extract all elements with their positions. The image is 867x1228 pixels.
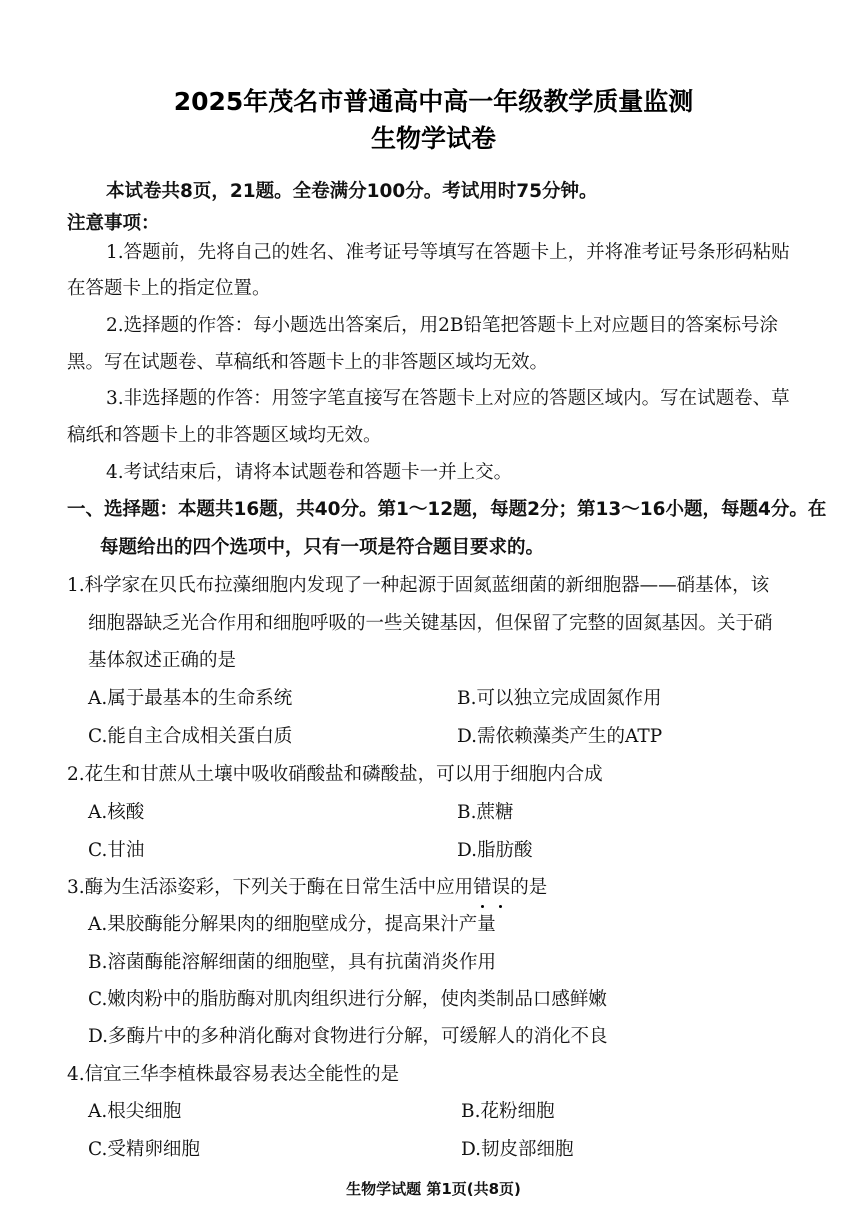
question-3-option-b: B.溶菌酶能溶解细菌的细胞壁，具有抗菌消炎作用	[88, 952, 496, 973]
notice-item-1-line-1: 1.答题前，先将自己的姓名、准考证号等填写在答题卡上，并将准考证号条形码粘贴	[106, 242, 790, 263]
notice-item-3-line-2: 稿纸和答题卡上的非答题区域均无效。	[67, 425, 382, 446]
notice-heading: 注意事项：	[67, 213, 160, 234]
notice-item-2-line-1: 2.选择题的作答：每小题选出答案后，用2B铅笔把答题卡上对应题目的答案标号涂	[106, 315, 779, 336]
notice-item-2-line-2: 黑。写在试题卷、草稿纸和答题卡上的非答题区域均无效。	[67, 352, 549, 373]
question-3-stem-end: 的是	[510, 877, 548, 898]
question-1-line-3: 基体叙述正确的是	[88, 650, 237, 671]
question-1-option-d: D.需依赖藻类产生的ATP	[457, 726, 663, 747]
section-1-line-2: 每题给出的四个选项中，只有一项是符合题目要求的。	[100, 537, 545, 558]
question-3-stem-text: 3.酶为生活添姿彩，下列关于酶在日常生活中应用	[67, 877, 474, 898]
question-4-stem: 4.信宜三华李植株最容易表达全能性的是	[67, 1064, 400, 1085]
question-2-option-c: C.甘油	[88, 840, 145, 861]
question-2-stem: 2.花生和甘蔗从土壤中吸收硝酸盐和磷酸盐，可以用于细胞内合成	[67, 764, 603, 785]
question-3-stem	[67, 875, 547, 901]
page-footer: 生物学试题 第1页(共8页)	[346, 1180, 521, 1198]
question-4-option-a: A.根尖细胞	[88, 1101, 182, 1122]
question-2-option-a: A.核酸	[88, 802, 145, 823]
question-3-option-a: A.果胶酶能分解果肉的细胞壁成分，提高果汁产量	[88, 914, 496, 935]
question-1-option-a: A.属于最基本的生命系统	[88, 688, 293, 709]
exam-intro: 本试卷共8页，21题。全卷满分100分。考试用时75分钟。	[106, 181, 598, 202]
question-4-option-b: B.花粉细胞	[461, 1101, 555, 1122]
question-3-option-c: C.嫩肉粉中的脂肪酶对肌肉组织进行分解，使肉类制品口感鲜嫩	[88, 989, 607, 1010]
section-1-line-1: 一、选择题：本题共16题，共40分。第1～12题，每题2分；第13～16小题，每题4分。在	[67, 499, 827, 520]
question-1-option-c: C.能自主合成相关蛋白质	[88, 726, 293, 747]
question-4-option-d: D.韧皮部细胞	[461, 1139, 574, 1160]
question-1-line-2: 细胞器缺乏光合作用和细胞呼吸的一些关键基因，但保留了完整的固氮基因。关于硝	[88, 613, 773, 634]
question-3-emphasis-1: 错	[473, 875, 492, 901]
question-1-option-b: B.可以独立完成固氮作用	[457, 688, 662, 709]
question-1-line-1: 1.科学家在贝氏布拉藻细胞内发现了一种起源于固氮蓝细菌的新细胞器——硝基体，该	[67, 575, 770, 596]
emphasis-dot-icon	[481, 905, 484, 908]
notice-item-3-line-1: 3.非选择题的作答：用签字笔直接写在答题卡上对应的答题区域内。写在试题卷、草	[106, 388, 790, 409]
question-3-option-d: D.多酶片中的多种消化酶对食物进行分解，可缓解人的消化不良	[88, 1026, 608, 1047]
notice-item-1-line-2: 在答题卡上的指定位置。	[67, 278, 271, 299]
exam-subtitle: 生物学试卷	[370, 124, 496, 153]
exam-title: 2025年茂名市普通高中高一年级教学质量监测	[173, 87, 694, 116]
notice-item-4: 4.考试结束后，请将本试题卷和答题卡一并上交。	[106, 462, 513, 483]
emphasis-dot-icon	[499, 905, 502, 908]
question-4-option-c: C.受精卵细胞	[88, 1139, 200, 1160]
question-2-option-d: D.脂肪酸	[457, 840, 533, 861]
question-2-option-b: B.蔗糖	[457, 802, 514, 823]
question-3-emphasis-2: 误	[492, 875, 511, 901]
